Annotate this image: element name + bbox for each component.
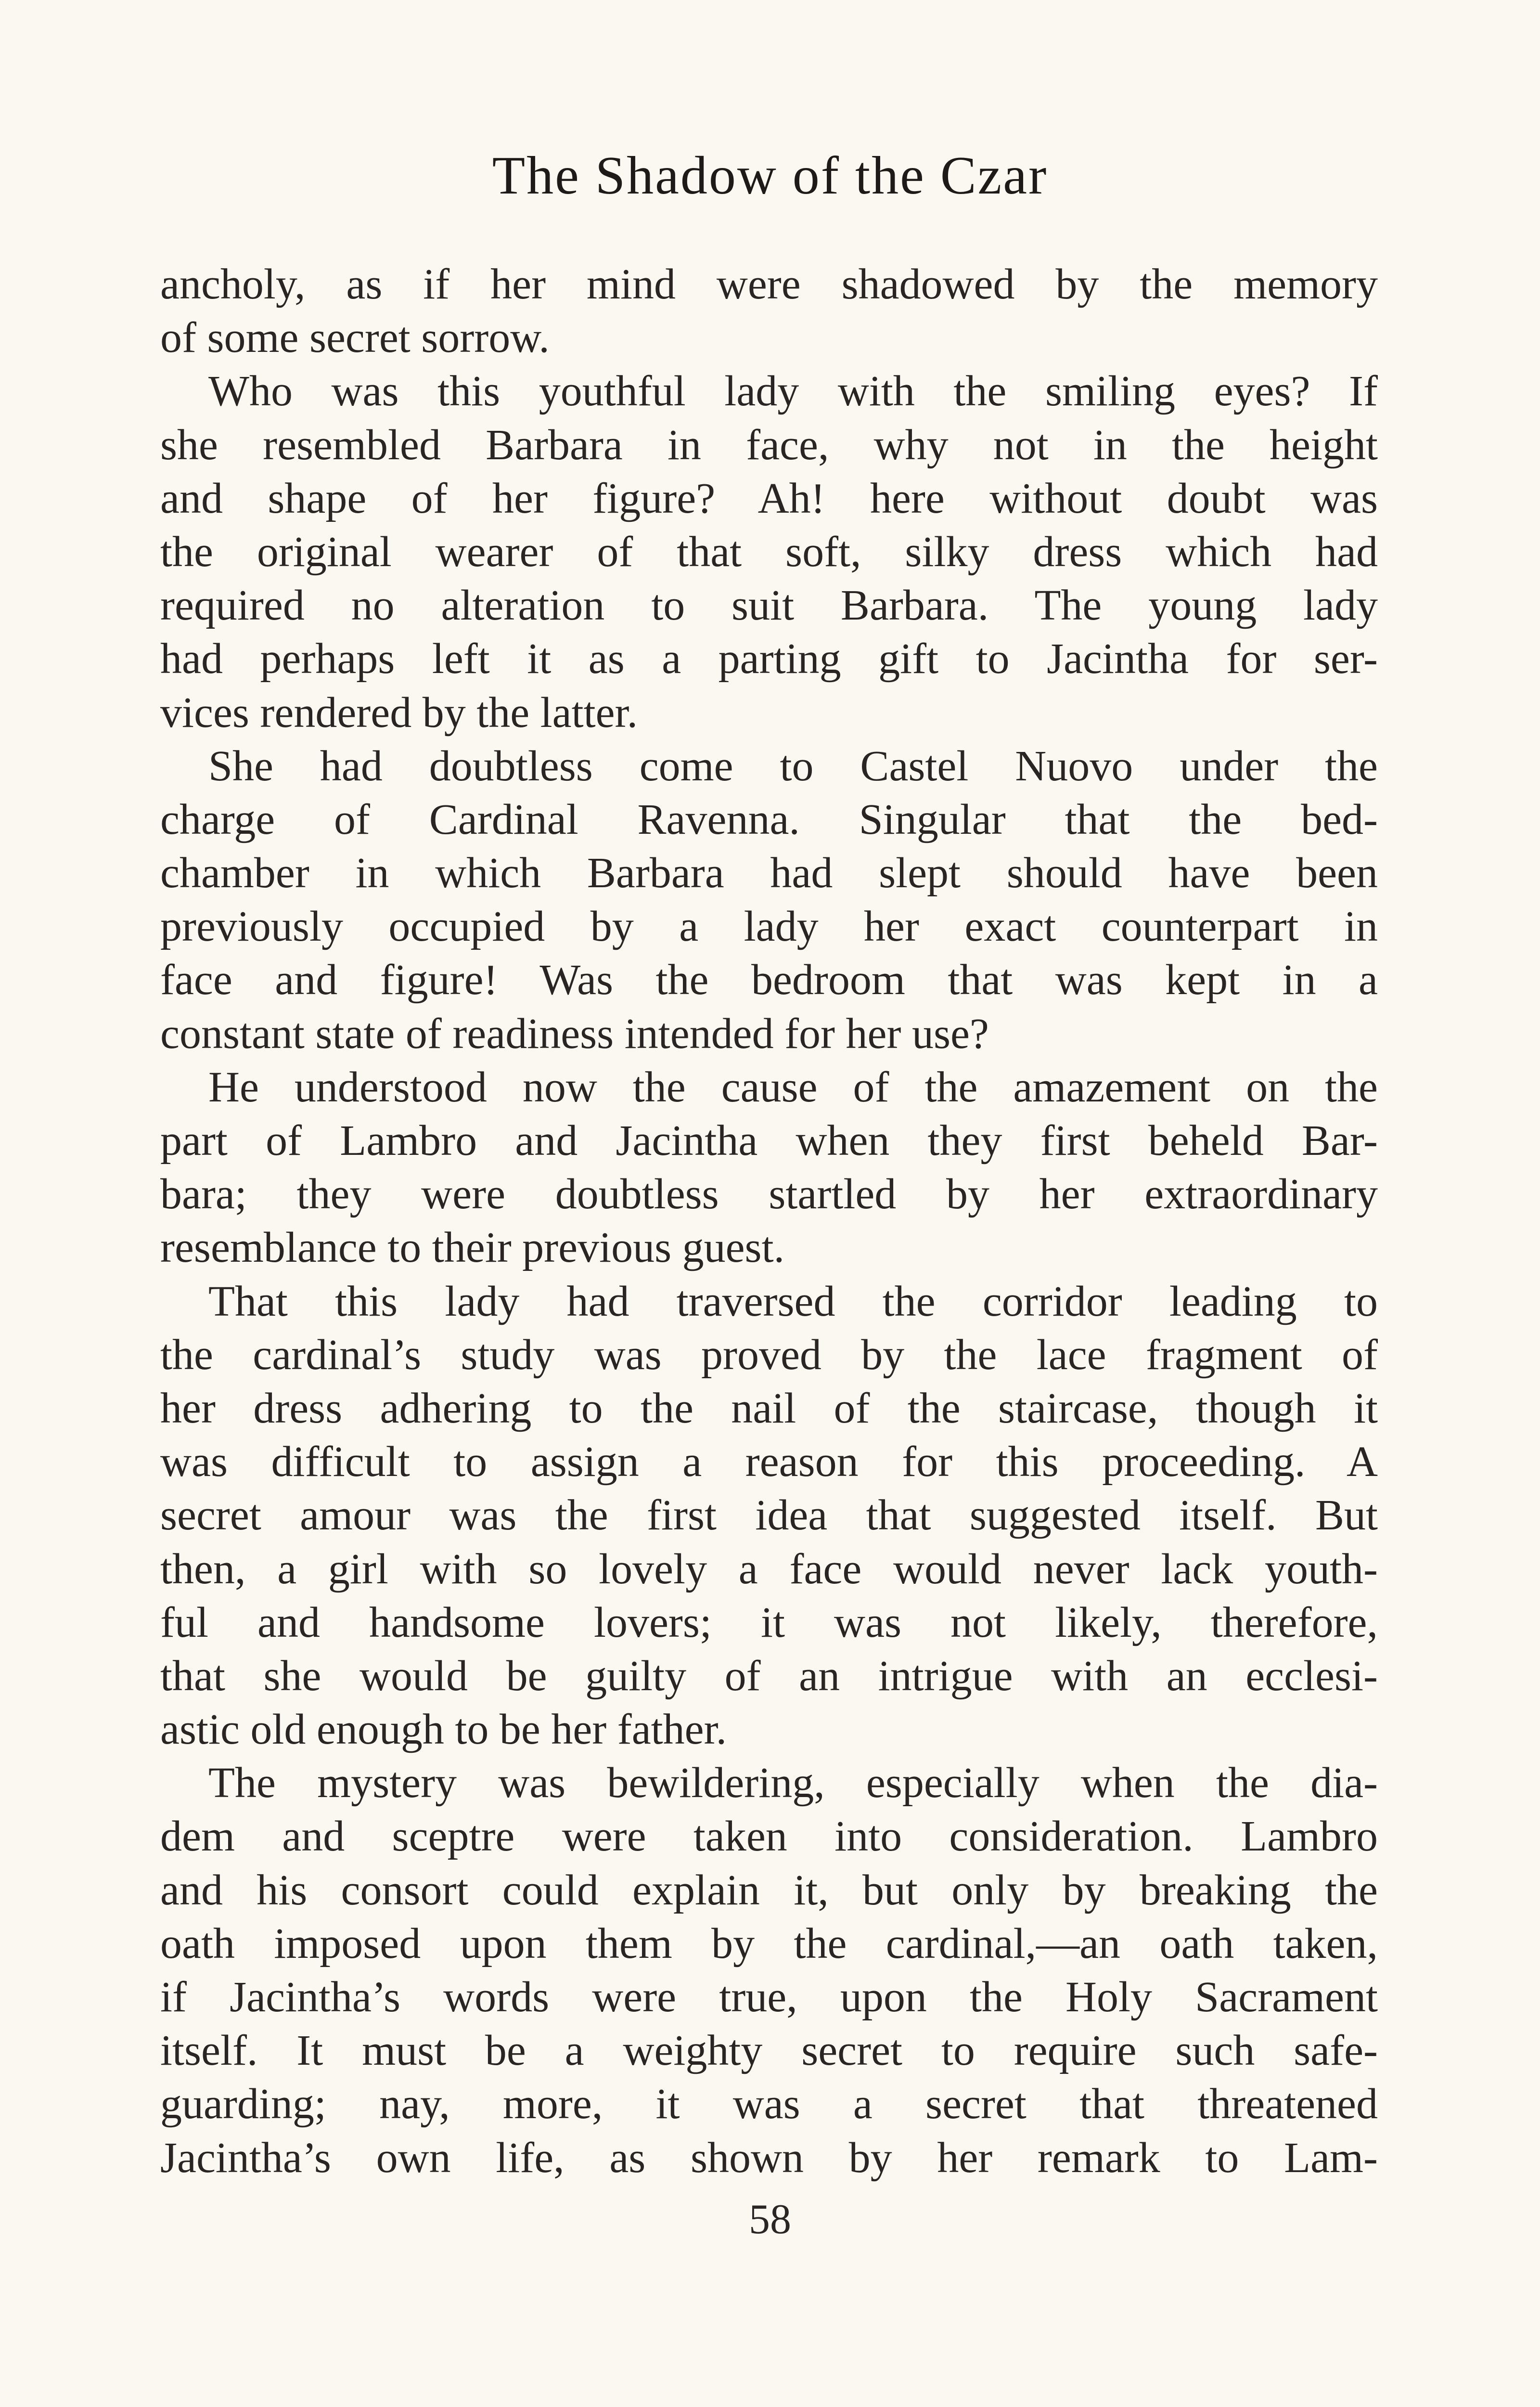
text-line: and his consort could explain it, but only by breaking the xyxy=(160,1866,1378,1914)
text-line: previously occupied by a lady her exact counterpart in xyxy=(160,903,1378,951)
text-line: That this lady had traversed the corridor leading to xyxy=(208,1277,1378,1325)
text-line: face and figure! Was the bedroom that was kept in a xyxy=(160,956,1378,1004)
text-line: Jacintha’s own life, as shown by her remark to Lam- xyxy=(160,2134,1378,2182)
text-line: vices rendered by the latter. xyxy=(160,688,638,737)
text-line: bara; they were doubtless startled by her extraordinary xyxy=(160,1170,1378,1218)
page-number: 58 xyxy=(749,2196,791,2243)
text-line: He understood now the cause of the amazement on the xyxy=(208,1063,1378,1111)
text-line: secret amour was the first idea that suggested itself. But xyxy=(160,1491,1378,1540)
text-line: oath imposed upon them by the cardinal,—an oath taken, xyxy=(160,1919,1378,1967)
text-line: dem and sceptre were taken into consideration. Lambro xyxy=(160,1812,1378,1861)
text-line: guarding; nay, more, it was a secret that threatened xyxy=(160,2080,1378,2128)
text-line: ancholy, as if her mind were shadowed by the memory xyxy=(160,260,1378,308)
text-line: had perhaps left it as a parting gift to Jacintha for ser- xyxy=(160,635,1378,683)
text-line: ful and handsome lovers; it was not likely, therefore, xyxy=(160,1598,1378,1646)
text-line: the original wearer of that soft, silky dress which had xyxy=(160,528,1378,576)
text-line: required no alteration to suit Barbara. The young lady xyxy=(160,582,1378,630)
text-line: charge of Cardinal Ravenna. Singular that the bed- xyxy=(160,795,1378,843)
text-line: part of Lambro and Jacintha when they first beheld Bar- xyxy=(160,1117,1378,1165)
text-line: if Jacintha’s words were true, upon the Holy Sacrament xyxy=(160,1973,1378,2021)
text-line: She had doubtless come to Castel Nuovo under the xyxy=(208,742,1378,790)
text-line: she resembled Barbara in face, why not in the height xyxy=(160,421,1378,469)
body-text xyxy=(160,258,1378,2185)
text-line: of some secret sorrow. xyxy=(160,314,550,362)
text-line: astic old enough to be her father. xyxy=(160,1706,727,1754)
text-line: that she would be guilty of an intrigue with an ecclesi- xyxy=(160,1652,1378,1700)
text-line: constant state of readiness intended for her use? xyxy=(160,1009,989,1058)
text-line: chamber in which Barbara had slept should have been xyxy=(160,849,1378,897)
text-line: itself. It must be a weighty secret to require such safe- xyxy=(160,2027,1378,2075)
running-head: The Shadow of the Czar xyxy=(492,146,1048,206)
text-line: was difficult to assign a reason for this proceeding. A xyxy=(160,1438,1378,1486)
text-line: the cardinal’s study was proved by the lace fragment of xyxy=(160,1331,1378,1379)
text-line: and shape of her figure? Ah! here without doubt was xyxy=(160,474,1378,522)
text-line: then, a girl with so lovely a face would never lack youth- xyxy=(160,1545,1378,1593)
text-line: Who was this youthful lady with the smiling eyes? If xyxy=(208,367,1378,415)
text-line: The mystery was bewildering, especially when the dia- xyxy=(208,1759,1378,1807)
text-line: her dress adhering to the nail of the staircase, though it xyxy=(160,1384,1378,1432)
text-line: resemblance to their previous guest. xyxy=(160,1224,785,1272)
